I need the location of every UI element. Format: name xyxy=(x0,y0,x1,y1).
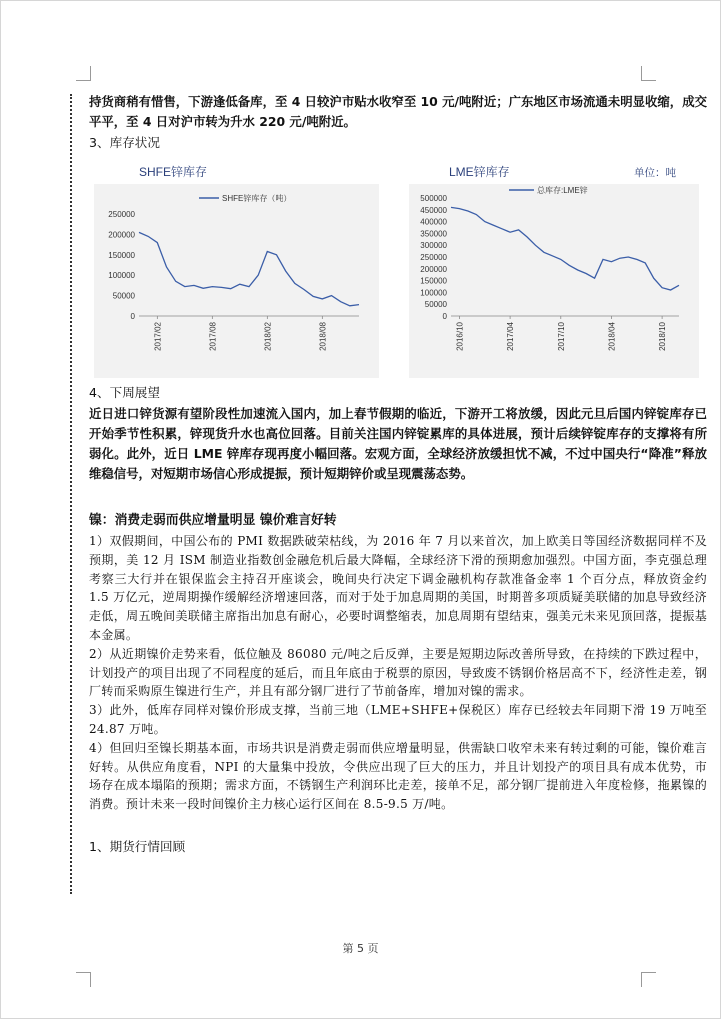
y-tick-label: 400000 xyxy=(420,217,447,227)
chart-title: SHFE锌库存 xyxy=(139,165,208,179)
x-tick-label: 2018/04 xyxy=(607,322,617,351)
zinc-spot-paragraph: 持货商稍有惜售，下游逢低备库，至 4 日较沪市贴水收窄至 10 元/吨附近；广东地区市场流通未明显收缩，成交平平，至 4 日对沪市转为升水 220 元/吨附近。 xyxy=(89,94,707,129)
y-tick-label: 200000 xyxy=(420,264,447,274)
x-tick-label: 2018/10 xyxy=(658,322,668,351)
nickel-paragraph-2: 2）从近期镍价走势来看，低位触及 86080 元/吨之后反弹，主要是短期边际改善所导致，在持续的下跌过程中，计划投产的项目出现了不同程度的延后，而且年底由于税票的原因，导致废不锈钢价格居高不下，经济性走差，钢厂转而采购原生镍进行生产，并且有部分钢厂进行了节前备库，增加对镍的需求。 xyxy=(89,646,707,699)
y-tick-label: 250000 xyxy=(420,253,447,262)
y-tick-label: 50000 xyxy=(112,291,135,301)
y-tick-label: 250000 xyxy=(108,210,135,219)
page-number: 第 5 页 xyxy=(342,942,379,955)
crop-mark-bottom-right xyxy=(641,972,656,987)
x-tick-label: 2016/10 xyxy=(455,322,465,351)
inventory-charts xyxy=(89,156,707,378)
y-axis-ticks xyxy=(420,194,447,321)
x-tick-label: 2018/08 xyxy=(318,322,328,351)
binding-margin-line xyxy=(70,94,72,894)
x-tick-label: 2017/02 xyxy=(153,322,163,351)
outlook-paragraph: 近日进口锌货源有望阶段性加速流入国内，加上春节假期的临近，下游开工将放缓，因此元旦后国内锌锭库存已开始季节性积累，锌现货升水也高位回落。目前关注国内锌锭累库的具体进展，预计后续锌锭库存的支撑将有所弱化。此外，近日 LME 锌库存现再度小幅回落。宏观方面，全球经济放缓担忧不减，不过中国央行“降准”释放维稳信号，对短期市场信心形成提振，预计短期锌价或呈现震荡态势。 xyxy=(89,406,707,481)
y-tick-label: 0 xyxy=(442,312,447,321)
chart-background xyxy=(94,184,379,378)
y-tick-label: 450000 xyxy=(420,205,447,215)
lme-zinc-chart-svg xyxy=(409,156,699,378)
shfe-zinc-chart xyxy=(89,156,379,382)
y-tick-label: 0 xyxy=(130,312,135,321)
y-tick-label: 100000 xyxy=(420,288,447,298)
nickel-paragraph-1: 1）双假期间，中国公布的 PMI 数据跌破荣枯线，为 2016 年 7 月以来首次，加上欧美日等国经济数据同样不及预期，美 12 月 ISM 制造业指数创金融危机后最大降幅，全球经济下滑的预期愈加强烈。中国方面，李克强总理考察三大行并在银保监会主持召开座谈会，晚间央行决定下调金融机构存款准备金率 1 个百分点，释放资金约 1.5 万亿元，逆周期操作缓解经济增速回落，而对于处于加息周期的美国，时期普多项质疑美联储的加息导致经济走低，周五晚间美联储主席指出加息有耐心，必要时调整缩表，加息周期有望结束，强美元未来见顶回落，提振基本金属。 xyxy=(89,534,707,642)
x-tick-label: 2017/10 xyxy=(556,322,566,351)
y-tick-label: 100000 xyxy=(108,271,135,281)
document-content xyxy=(89,92,707,858)
x-tick-label: 2018/02 xyxy=(263,322,273,351)
chart-unit: 单位：吨 xyxy=(634,167,676,179)
inventory-heading: 3、库存状况 xyxy=(89,135,160,150)
y-tick-label: 350000 xyxy=(420,229,447,239)
y-tick-label: 50000 xyxy=(424,300,447,310)
y-tick-label: 150000 xyxy=(420,276,447,286)
legend-label: 总库存:LME锌 xyxy=(537,186,588,195)
y-tick-label: 200000 xyxy=(108,230,135,240)
legend-label: SHFE锌库存（吨） xyxy=(222,194,292,203)
nickel-section-title: 镍：消费走弱而供应增量明显 镍价难言好转 xyxy=(89,513,337,528)
shfe-zinc-chart-svg xyxy=(89,156,379,378)
y-tick-label: 500000 xyxy=(420,194,447,203)
futures-review-heading: 1、期货行情回顾 xyxy=(89,838,186,854)
y-tick-label: 300000 xyxy=(420,241,447,251)
crop-mark-bottom-left xyxy=(76,972,91,987)
chart-title: LME锌库存 xyxy=(449,165,510,179)
nickel-paragraph-3: 3）此外，低库存同样对镍价形成支撑，当前三地（LME+SHFE+保税区）库存已经较去年同期下滑 19 万吨至 24.87 万吨。 xyxy=(89,703,707,736)
outlook-heading: 4、下周展望 xyxy=(89,385,160,400)
x-tick-label: 2017/04 xyxy=(506,322,516,351)
lme-zinc-chart xyxy=(409,156,699,382)
x-tick-label: 2017/08 xyxy=(208,322,218,351)
crop-mark-top-left xyxy=(76,66,91,81)
nickel-paragraph-4: 4）但回归至镍长期基本面，市场共识是消费走弱而供应增量明显，供需缺口收窄未来有转过剩的可能，镍价难言好转。从供应角度看，NPI 的大量集中投放，令供应出现了巨大的压力，并且计划投产的项目具有成本优势，市场存在成本塌陷的预期；需求方面，不锈钢生产利润环比走差，接单不足，部分钢厂提前进入年度检修，拖累镍的消费。预计未来一段时间镍价主力核心运行区间在 8.5-9.5 万/吨。 xyxy=(89,740,707,812)
crop-mark-top-right xyxy=(641,66,656,81)
y-tick-label: 150000 xyxy=(108,250,135,260)
